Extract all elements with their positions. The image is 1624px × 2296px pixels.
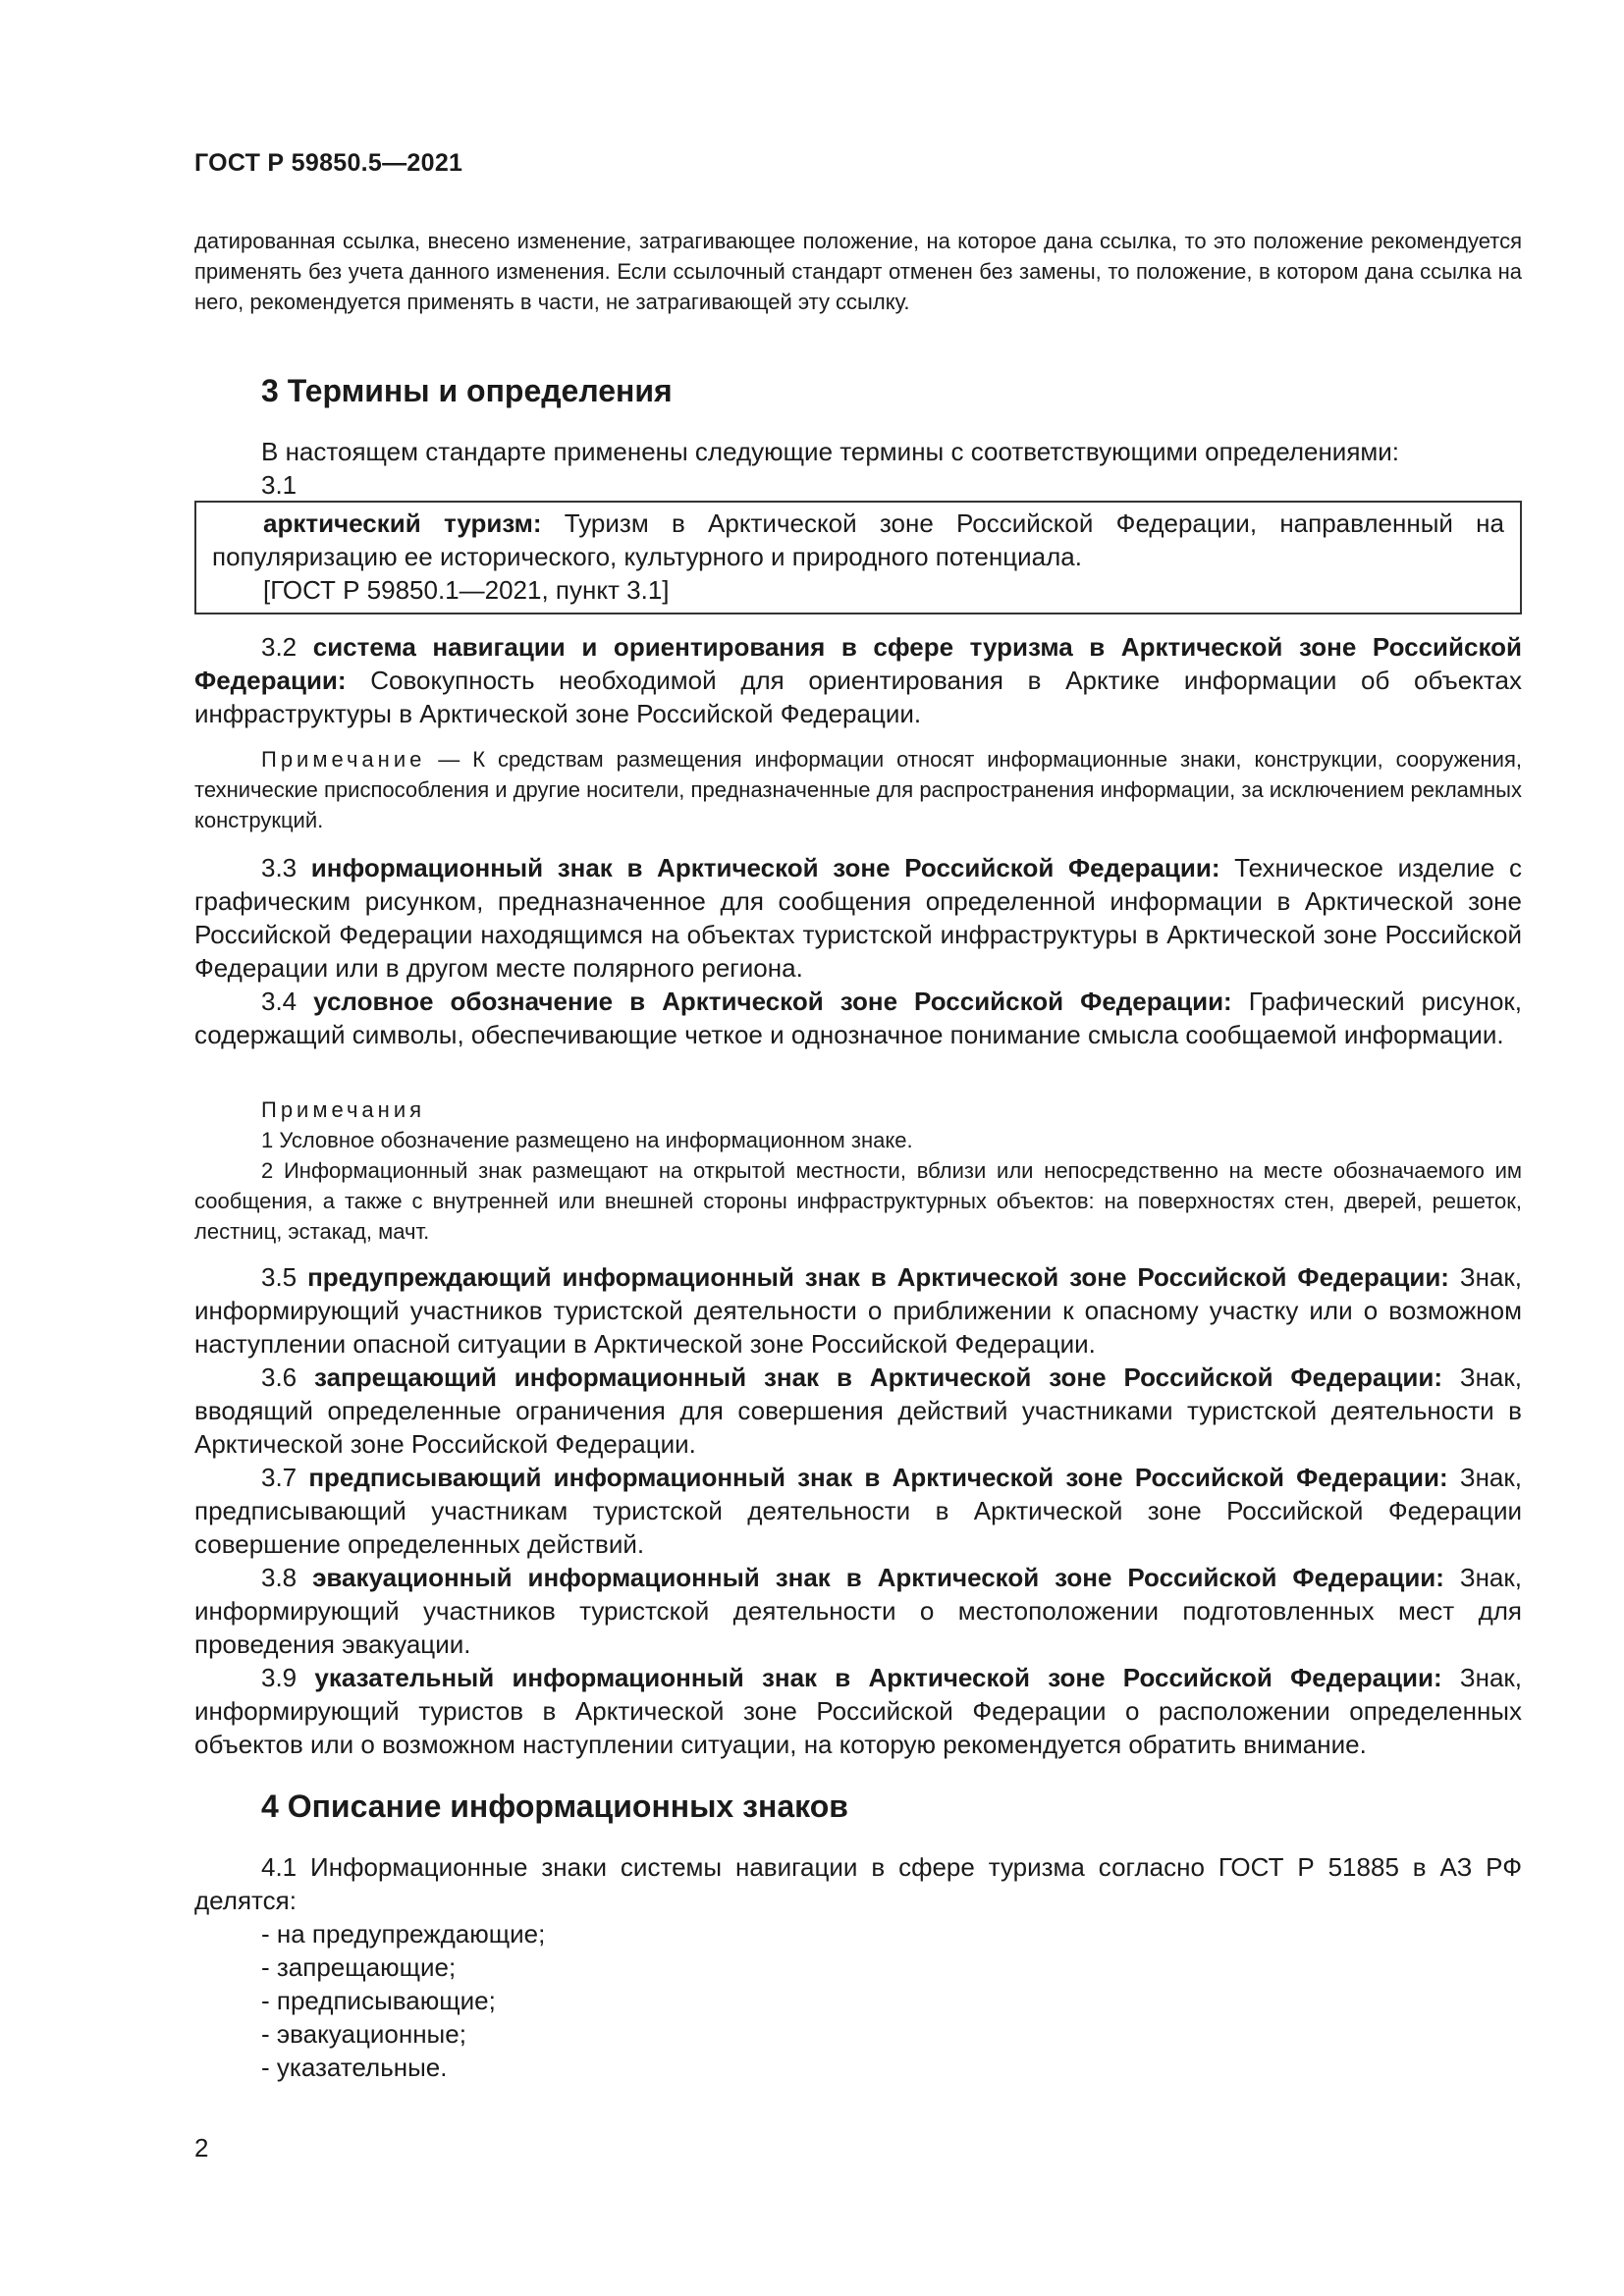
term-3-1-number: 3.1 [261,470,298,500]
term-3-5-number: 3.5 [261,1262,308,1292]
term-3-8-term: эвакуационный информационный знак в Арктической зоне Российской Федерации: [312,1563,1444,1592]
term-3-1-def: Туризм в Арктической зоне Российской Федерации, направленный на популяризацию ее исторического, культурного и природного потенциала. [212,508,1505,571]
term-3-1-box [194,501,1522,614]
term-3-9-term: указательный информационный знак в Арктической зоне Российской Федерации: [314,1663,1442,1692]
term-3-2-number: 3.2 [261,632,313,662]
term-3-2-def: Совокупность необходимой для ориентирования в Арктике информации об объектах инфраструктуры в Арктической зоне Российской Федерации. [194,666,1522,728]
term-3-2 [194,630,1522,730]
term-3-6-def: Знак, вводящий определенные ограничения для совершения действий участниками туристской деятельности в Арктической зоне Российской Федерации. [194,1362,1522,1459]
term-3-4-term: условное обозначение в Арктической зоне Российской Федерации: [313,987,1232,1016]
page-number: 2 [194,2133,209,2163]
intro-paragraph [194,226,1522,317]
document-id-header: ГОСТ Р 59850.5—2021 [194,149,463,177]
term-3-7-def: Знак, предписывающий участникам туристской деятельности в Арктической зоне Российской Федерации совершение определенных действий. [194,1463,1522,1559]
term-3-5-def: Знак, информирующий участников туристской деятельности о приближении к опасному участку или о возможном наступлении опасной ситуации в Арктической зоне Российской Федерации. [194,1262,1522,1359]
term-3-7 [194,1461,1522,1561]
term-3-6 [194,1361,1522,1461]
term-3-2-term: система навигации и ориентирования в сфере туризма в Арктической зоне Российской Федерации: [194,632,1523,695]
term-3-8 [194,1561,1522,1661]
lead-text: В настоящем стандарте применены следующие термины с соответствующими определениями: [261,437,1400,466]
list-item: - предписывающие; [261,1986,496,2015]
notes-3-4 [194,1095,1522,1247]
section-4-1-text: 4.1 Информационные знаки системы навигации в сфере туризма согласно ГОСТ Р 51885 в АЗ РФ делятся: [194,1852,1522,1915]
section-3-lead [194,435,1522,502]
list-item: - эвакуационные; [261,2019,466,2049]
notes-3-4-item-2: 2 Информационный знак размещают на открытой местности, вблизи или непосредственно на месте обозначаемого им сообщения, а также с внутренней или внешней стороны инфраструктурных объектов: на поверхностях стен, дверей, решеток, лестниц, эстакад, мачт. [194,1158,1522,1244]
term-3-1-definition [212,507,1504,573]
list-item: - указательные. [261,2053,448,2082]
term-3-7-term: предписывающий информационный знак в Арктической зоне Российской Федерации: [308,1463,1448,1492]
intro-text: датированная ссылка, внесено изменение, затрагивающее положение, на которое дана ссылка, то это положение рекомендуется применять без учета данного изменения. Если ссылочный стандарт отменен без замены, то положение, в котором дана ссылка на него, рекомендуется применять в части, не затрагивающей эту ссылку. [194,229,1522,314]
term-3-1-term: арктический туризм: [263,508,542,538]
notes-3-4-item-1: 1 Условное обозначение размещено на информационном знаке. [261,1128,913,1152]
term-3-4-def: Графический рисунок, содержащий символы, обеспечивающие четкое и однозначное понимание смысла сообщаемой информации. [194,987,1523,1049]
term-3-7-number: 3.7 [261,1463,309,1492]
term-3-1-reference: [ГОСТ Р 59850.1—2021, пункт 3.1] [263,575,670,605]
term-3-9-def: Знак, информирующий туристов в Арктической зоне Российской Федерации о расположении определенных объектов или о возможном наступлении ситуации, на которую рекомендуется обратить внимание. [194,1663,1522,1759]
category-list [194,1917,1522,2084]
section-3-title: 3 Термины и определения [261,373,673,408]
term-3-5-term: предупреждающий информационный знак в Арктической зоне Российской Федерации: [307,1262,1449,1292]
term-3-4 [194,985,1522,1051]
section-4-title: 4 Описание информационных знаков [261,1789,848,1824]
term-3-3-number: 3.3 [261,853,311,882]
term-3-4-number: 3.4 [261,987,314,1016]
section-4-1 [194,1850,1522,2084]
note-3-2-label: Примечание [261,747,426,772]
term-3-8-def: Знак, информирующий участников туристской деятельности о местоположении подготовленных мест для проведения эвакуации. [194,1563,1522,1659]
list-item: - на предупреждающие; [261,1919,546,1949]
term-3-3-term: информационный знак в Арктической зоне Российской Федерации: [310,853,1220,882]
term-3-8-number: 3.8 [261,1563,313,1592]
note-3-2-text: — К средствам размещения информации относят информационные знаки, конструкции, сооружения, технические приспособления и другие носители, предназначенные для распространения информации, за исключением рекламных конструкций. [194,747,1522,832]
list-item: - запрещающие; [261,1952,457,1982]
term-3-9-number: 3.9 [261,1663,315,1692]
term-3-9 [194,1661,1522,1761]
term-3-6-number: 3.6 [261,1362,315,1392]
term-3-3-def: Техническое изделие с графическим рисунком, предназначенное для сообщения определенной информации в Арктической зоне Российской Федерации находящимся на объектах туристской инфраструктуры в Арктической зоне Российской Федерации или в другом месте полярного региона. [194,853,1522,983]
note-3-2 [194,744,1522,835]
term-3-3 [194,851,1522,985]
term-3-6-term: запрещающий информационный знак в Арктической зоне Российской Федерации: [314,1362,1442,1392]
term-3-5 [194,1260,1522,1361]
notes-3-4-label: Примечания [261,1097,426,1122]
